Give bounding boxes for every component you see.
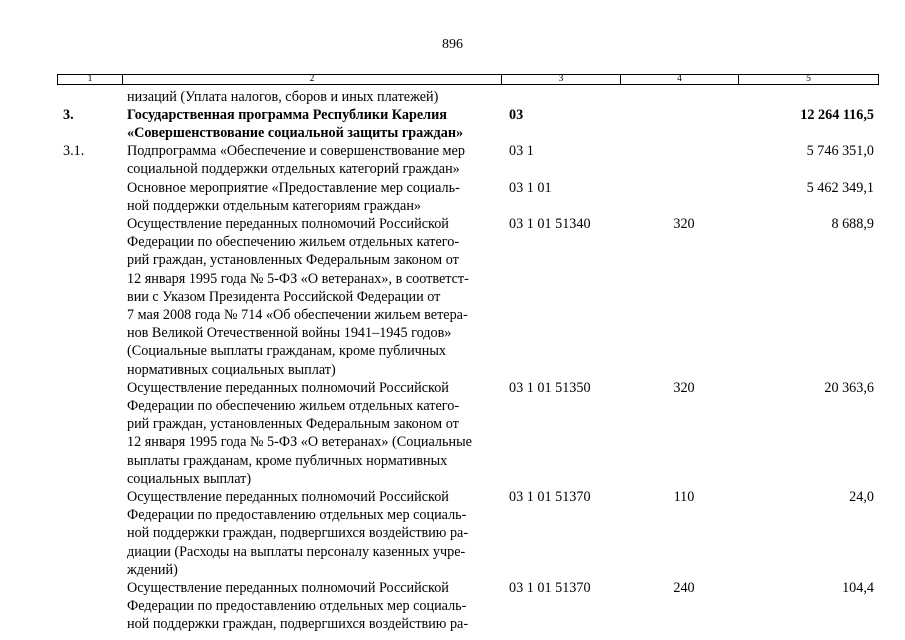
row-name-line: «Совершенствование социальной защиты граждан» <box>127 124 464 141</box>
row-name <box>127 379 499 488</box>
row-name <box>127 88 499 106</box>
row-name-line: выплаты гражданам, кроме публичных нормативных <box>127 452 448 469</box>
row-expense-type: 240 <box>673 579 695 596</box>
row-name-line: Основное мероприятие «Предоставление мер социаль- <box>127 179 460 196</box>
row-name-line: рий граждан, установленных Федеральным законом от <box>127 416 459 433</box>
row-name-line: 12 января 1995 года № 5-ФЗ «О ветеранах» (Социальные <box>127 434 472 451</box>
row-name <box>127 488 499 579</box>
row-name-line: Федерации по обеспечению жильем отдельных катего- <box>127 397 460 414</box>
row-expense-type: 110 <box>673 488 695 505</box>
row-name <box>127 179 499 215</box>
row-name-line: нов Великой Отечественной войны 1941–1945 годов» <box>127 325 452 342</box>
row-name-line: Осуществление переданных полномочий Российской <box>127 379 449 396</box>
row-amount: 8 688,9 <box>831 215 874 232</box>
row-name-line: Подпрограмма «Обеспечение и совершенствование мер <box>127 143 465 160</box>
row-expense-type: 320 <box>673 379 695 396</box>
row-name-line: ной поддержки граждан, подвергшихся воздействию ра- <box>127 616 469 633</box>
row-number: 3.1. <box>63 143 85 160</box>
row-expense-type: 320 <box>673 215 695 232</box>
column-header-3: 3 <box>502 75 621 84</box>
row-name <box>127 579 499 634</box>
page-number: 896 <box>442 37 463 52</box>
row-target-code: 03 1 01 51370 <box>509 579 591 596</box>
row-name-line: нормативных социальных выплат) <box>127 361 336 378</box>
column-header-2: 2 <box>123 75 502 84</box>
row-amount: 5 746 351,0 <box>806 143 874 160</box>
row-name-line: 7 мая 2008 года № 714 «Об обеспечении жильем ветера- <box>127 306 468 323</box>
row-name-line: диации (Расходы на выплаты персоналу казенных учре- <box>127 543 466 560</box>
column-number-header <box>57 74 879 85</box>
row-amount: 24,0 <box>849 488 874 505</box>
row-number: 3. <box>63 106 74 123</box>
row-name-line: Федерации по предоставлению отдельных мер социаль- <box>127 598 467 615</box>
row-target-code: 03 1 01 51370 <box>509 488 591 505</box>
row-name-line: (Социальные выплаты гражданам, кроме публичных <box>127 343 447 360</box>
row-amount: 104,4 <box>842 579 874 596</box>
row-name-line: вии с Указом Президента Российской Федерации от <box>127 288 441 305</box>
row-name-line: ной поддержки отдельным категориям граждан» <box>127 197 422 214</box>
row-name-line: 12 января 1995 года № 5-ФЗ «О ветеранах», в соответст- <box>127 270 469 287</box>
row-name-line: социальной поддержки отдельных категорий граждан» <box>127 161 460 178</box>
row-amount: 5 462 349,1 <box>806 179 874 196</box>
row-name-line: Осуществление переданных полномочий Российской <box>127 215 449 232</box>
row-name-line: Осуществление переданных полномочий Российской <box>127 579 449 596</box>
row-name-line: Осуществление переданных полномочий Российской <box>127 488 449 505</box>
row-target-code: 03 1 01 <box>509 179 552 196</box>
row-amount: 12 264 116,5 <box>800 106 874 123</box>
row-target-code: 03 <box>509 106 524 123</box>
row-name-line: ждений) <box>127 561 178 578</box>
column-header-1: 1 <box>58 75 123 84</box>
row-name-line: Федерации по обеспечению жильем отдельных катего- <box>127 234 460 251</box>
row-target-code: 03 1 01 51340 <box>509 215 591 232</box>
row-name <box>127 106 499 142</box>
column-header-5: 5 <box>806 74 811 84</box>
row-amount: 20 363,6 <box>824 379 874 396</box>
row-name <box>127 215 499 379</box>
row-name-line: рий граждан, установленных Федеральным законом от <box>127 252 459 269</box>
column-header-4: 4 <box>621 75 739 84</box>
row-name-line: социальных выплат) <box>127 470 252 487</box>
row-target-code: 03 1 01 51350 <box>509 379 591 396</box>
row-name-line: ной поддержки граждан, подвергшихся воздействию ра- <box>127 525 469 542</box>
row-name-line: Федерации по предоставлению отдельных мер социаль- <box>127 507 467 524</box>
row-target-code: 03 1 <box>509 143 534 160</box>
row-name-line: Государственная программа Республики Карелия <box>127 106 447 123</box>
row-name-line: низаций (Уплата налогов, сборов и иных платежей) <box>127 88 439 105</box>
row-name <box>127 142 499 178</box>
